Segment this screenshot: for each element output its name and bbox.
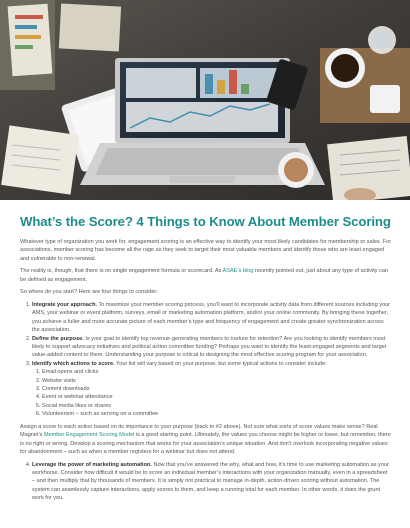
- actions-list: [32, 368, 392, 418]
- action-item: 1. Email opens and clicks: [42, 368, 392, 376]
- list-item: 1. Integrate your approach. To maximize your member scoring process, you’ll want to incorporate activity data from different sources including your AMS, your webinar or event platform, surveys, email or marketing automation platform, and/or your online community. By bringing these together, you achieve a fuller and more accurate picture of each member’s type and frequency of engagement and create greater synchronization across the association.: [32, 301, 392, 335]
- reality-paragraph: The reality is, though, that there is no single engagement formula or scorecard. As ASAE’s blog recently pointed out, just about any type of activity can be defined as engagement.: [20, 268, 389, 283]
- desk-illustration: [0, 0, 410, 200]
- list-item: 2. Define the purpose. Is your goal to identify top revenue-generating members to nurture for retention? Are you looking to identify members most likely to support advocacy initiatives and political action committee funding? Perhaps you want to identify the least-engaged segments and target value-added content to them. Understanding your purpose is critical to designing the most effective scoring program for your association.: [32, 335, 392, 360]
- scoring-model-link[interactable]: Member Engagement Scoring Model: [43, 432, 135, 439]
- action-item: 4. Event or webinar attendance: [42, 393, 392, 401]
- action-item: 2. Website visits: [42, 377, 392, 385]
- action-item: 6. Volunteerism – such as serving on a committee: [42, 410, 392, 418]
- considerations-list-continued: [20, 461, 392, 503]
- action-item: 5. Social media likes or shares: [42, 402, 392, 410]
- article-body: [20, 238, 392, 507]
- action-item: 3. Content downloads: [42, 385, 392, 393]
- assign-paragraph: Assign a score to each action based on its importance to your purpose (back to #2 above). Not sure what sorts of score values make sense? Real Magnet’s Member Engagement Scoring Model is a good starting point. Ultimately, the values you choose might be higher or lower, but remember, there is no right or wrong. Develop a scoring mechanism that works for your association’s unique situation. And don’t overlook incorporating negative values for abandonment – such as when a member registers for a webinar but does not attend.: [20, 423, 391, 455]
- list-item: 4. Leverage the power of marketing automation. Now that you’ve answered the why, what and how, it’s time to use marketing automation as your workhorse. Consider how difficult it would be to score an individual member’s interactions with your organization manually, even in a spreadsheet – and then multiply that by thousands of members. It is simply not practical to manage in-depth, action-driven scoring without automation. The system can seamlessly capture interactions, apply scores to them, and keep a running total for each member. In other words, it does the grunt work for you.: [32, 461, 392, 503]
- start-paragraph: So where do you start? Here are four things to consider:: [20, 289, 158, 296]
- hero-photo: [0, 0, 410, 200]
- asae-blog-link[interactable]: ASAE’s blog: [222, 268, 254, 275]
- intro-paragraph: Whatever type of organization you work for, engagement scoring is an effective way to identify your most likely candidates for membership or sales. For associations, member scoring has become all the rage as they seek to target their most valuable members and identify those who are least engaged and vulnerable to non-renewal.: [20, 239, 392, 262]
- article-title: What’s the Score? 4 Things to Know About Member Scoring: [20, 214, 391, 229]
- considerations-list: [20, 301, 392, 419]
- list-item: 3. Identify which actions to score. Your list will vary based on your purpose, but some typical actions to consider include: 1. Email opens and clicks 2. Website visits 3. Content downloads 4. Event or webinar attendance 5. Social media likes or shares 6. Volunteerism – such as serving on a committee: [32, 360, 392, 419]
